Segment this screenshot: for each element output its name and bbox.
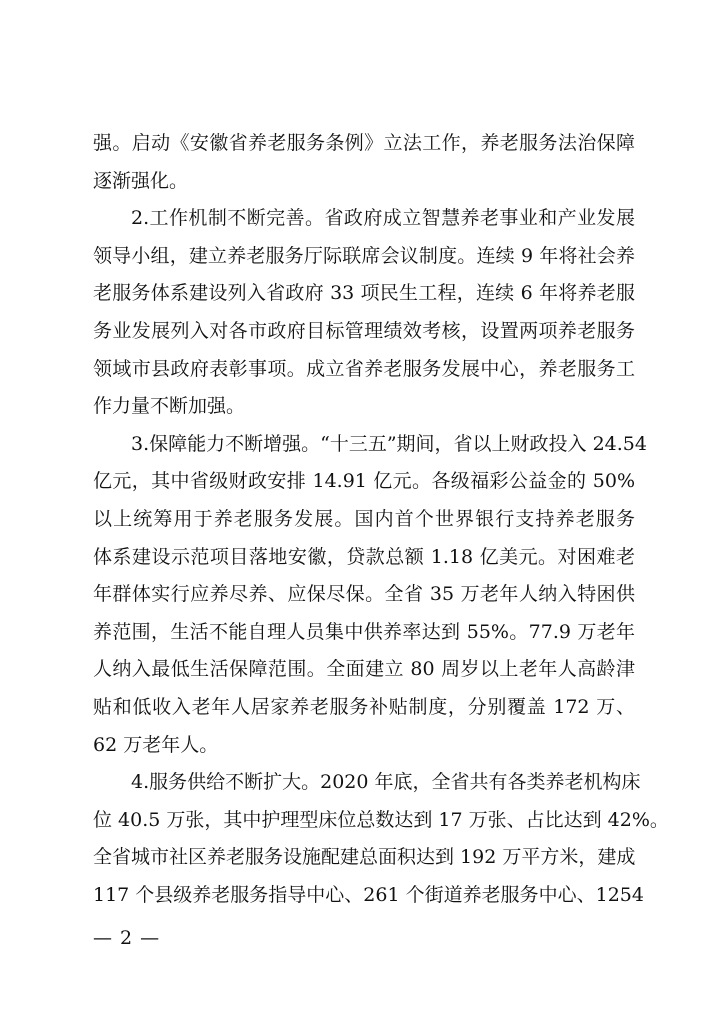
- text-line: 人纳入最低生活保障范围。全面建立 80 周岁以上老年人高龄津: [93, 658, 635, 681]
- text-line: 强。启动《安徽省养老服务条例》立法工作，养老服务法治保障: [93, 132, 635, 154]
- text-line: 逐渐强化。: [93, 169, 189, 192]
- text-line: 务业发展列入对各市政府目标管理绩效考核，设置两项养老服务: [93, 319, 635, 342]
- text-line: 作力量不断加强。: [93, 395, 246, 418]
- body-text: [93, 125, 669, 914]
- text-line: 体系建设示范项目落地安徽，贷款总额 1.18 亿美元。对困难老: [93, 545, 635, 568]
- text-line: 以上统筹用于养老服务发展。国内首个世界银行支持养老服务: [93, 507, 635, 530]
- text-line: 3.保障能力不断增强。“十三五”期间，省以上财政投入 24.54: [131, 432, 647, 455]
- text-line: 117 个县级养老服务指导中心、261 个街道养老服务中心、1254: [93, 883, 644, 906]
- text-line: 全省城市社区养老服务设施配建总面积达到 192 万平方米，建成: [93, 846, 636, 869]
- text-line: 领导小组，建立养老服务厅际联席会议制度。连续 9 年将社会养: [93, 244, 635, 267]
- text-line: 亿元，其中省级财政安排 14.91 亿元。各级福彩公益金的 50%: [93, 470, 635, 493]
- text-line: 年群体实行应养尽养、应保尽保。全省 35 万老年人纳入特困供: [93, 583, 635, 606]
- text-line: 位 40.5 万张，其中护理型床位总数达到 17 万张、占比达到 42%。: [93, 808, 669, 831]
- text-line: 62 万老年人。: [93, 733, 219, 756]
- page-number: — 2 —: [93, 927, 161, 949]
- text-line: 4.服务供给不断扩大。2020 年底，全省共有各类养老机构床: [131, 771, 641, 794]
- text-line: 养范围，生活不能自理人员集中供养率达到 55%。77.9 万老年: [93, 620, 635, 643]
- text-line: 领域市县政府表彰事项。成立省养老服务发展中心，养老服务工: [93, 357, 635, 380]
- text-line: 老服务体系建设列入省政府 33 项民生工程，连续 6 年将养老服: [93, 282, 635, 305]
- text-line: 贴和低收入老年人居家养老服务补贴制度，分别覆盖 172 万、: [93, 695, 635, 718]
- text-line: 2.工作机制不断完善。省政府成立智慧养老事业和产业发展: [131, 207, 635, 230]
